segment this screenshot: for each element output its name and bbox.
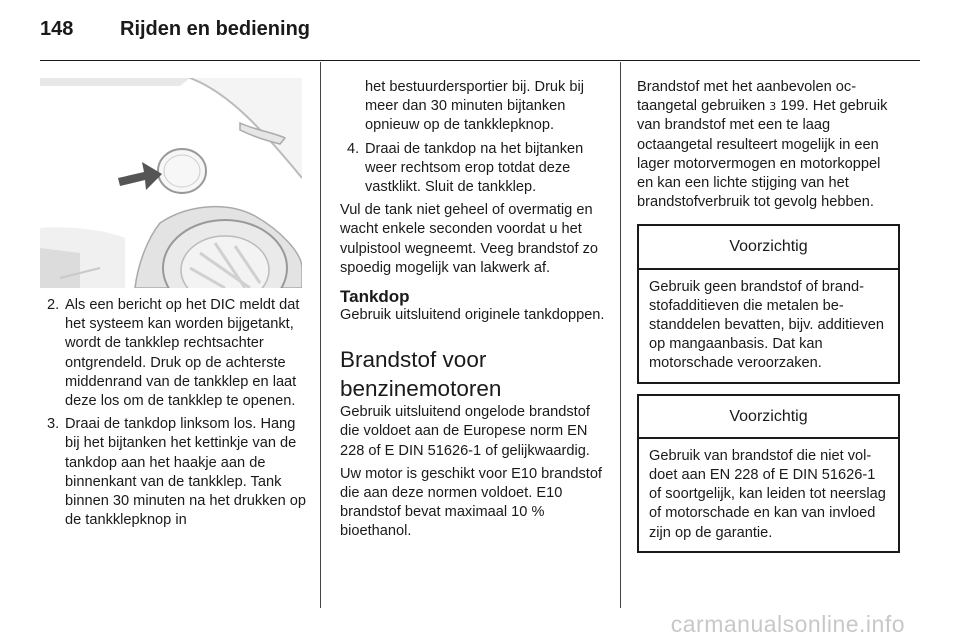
column-1 <box>40 296 310 534</box>
paragraph-text: 199. Het gebruik van brandstof met een te laag octaangetal resulteert mogelijk in een lager motorvermogen en motorkoppel en kan een lichte stijging van het brandstofverbruik tot gevolg hebben. <box>637 98 888 211</box>
paragraph: Gebruik uitsluitend originele tankdoppen. <box>340 307 605 324</box>
watermark: carmanualsonline.info <box>670 611 905 637</box>
list-text: Als een bericht op het DIC meldt dat het systeem kan worden bijgetankt, wordt de tankklep rechtsachter ontgrendeld. Druk op de achterste middenrand van de tankklep en laat deze los om de tankklep te openen. <box>65 297 300 410</box>
car-fuel-flap-illustration <box>40 78 302 288</box>
column-3 <box>637 78 900 553</box>
list-number: 3. <box>47 416 60 433</box>
section-heading-line-1: Brandstof voor <box>340 347 487 373</box>
section-heading-line-2: benzinemotoren <box>340 376 502 402</box>
paragraph: Vul de tank niet geheel of overmatig en wacht enkele seconden voordat u het vulpistool wegneemt. Veeg brandstof zo spoedig mogelijk van lakwerk af. <box>340 202 598 276</box>
column-2 <box>340 78 606 546</box>
column-divider-1 <box>320 62 321 608</box>
column-divider-2 <box>620 62 621 608</box>
caution-title: Voorzichtig <box>639 396 898 439</box>
subheading-tankdop: Tankdop <box>340 287 410 307</box>
caution-text: Gebruik van brandstof die niet voldoet aan EN 228 of E DIN 51626-1 of soortgelijk, kan leiden tot neerslag of motorschade en kan van invloed zijn op de garantie. <box>649 447 886 541</box>
section-heading <box>340 345 606 403</box>
caution-box <box>637 394 900 553</box>
list-item <box>40 415 310 530</box>
caution-text: Gebruik geen brandstof of brandstofadditieven die metalen bestanddelen bevatten, bijv. additieven op mangaanbasis. Dat kan motorschade veroorzaken. <box>649 278 885 372</box>
list-continuation: het bestuurdersportier bij. Druk bij meer dan 30 minuten bijtanken opnieuw op de tankklepknop. <box>365 79 585 134</box>
page-header <box>40 18 310 41</box>
list-item <box>40 296 310 411</box>
list-text: Draai de tankdop linksom los. Hang bij het bijtanken het kettinkje van de tankdop aan het haakje aan de binnenkant van de tankklep. Tank binnen 30 minuten na het drukken op de tankklepknop in <box>65 416 306 529</box>
paragraph: Uw motor is geschikt voor E10 brandstof die aan deze normen voldoet. E10 brandstof bevat maximaal 10 % bioethanol. <box>340 465 602 540</box>
caution-box <box>637 224 900 383</box>
paragraph-text: Brandstof met het aanbevolen octaangetal gebruiken <box>637 79 857 115</box>
page-number: 148 <box>40 18 74 40</box>
caution-title: Voorzichtig <box>639 226 898 269</box>
list-number: 2. <box>47 297 60 313</box>
page-title: Rijden en bediening <box>120 18 311 40</box>
paragraph: Gebruik uitsluitend ongelode brandstof die voldoet aan de Europese norm EN 228 of E DIN 51626-1 of gelijkwaardig. <box>340 404 590 459</box>
page-reference-icon[interactable]: 3 <box>769 100 777 114</box>
list-text: Draai de tankdop na het bijtanken weer rechtsom erop totdat deze vastklikt. Sluit de tankklep. <box>365 140 584 196</box>
list-item <box>340 140 606 198</box>
paragraph <box>637 78 900 212</box>
list-number: 4. <box>347 140 360 157</box>
header-rule <box>40 60 920 61</box>
